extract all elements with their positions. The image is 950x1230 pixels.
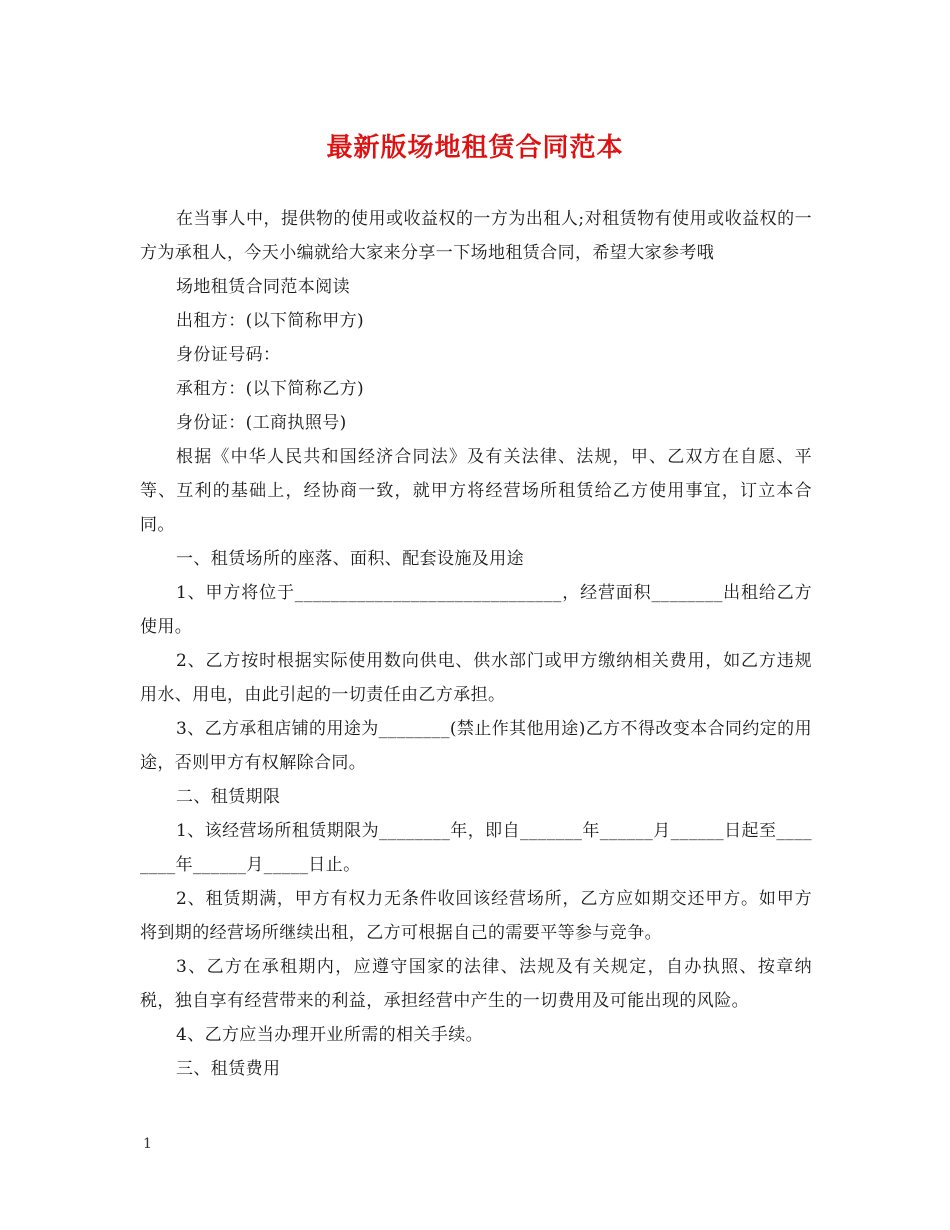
paragraph-intro: 在当事人中，提供物的使用或收益权的一方为出租人;对租赁物有使用或收益权的一方为承租人，今天小编就给大家来分享一下场地租赁合同，希望大家参考哦 — [140, 209, 812, 263]
section-heading-3: 三、租赁费用 — [176, 1059, 281, 1079]
clause-1-1: 1、甲方将位于______________________________，经营面积________出租给乙方使用。 — [140, 583, 812, 637]
document-title: 最新版场地租赁合同范本 — [326, 133, 624, 163]
section-heading-1: 一、租赁场所的座落、面积、配套设施及用途 — [176, 549, 524, 569]
clause-1-2: 2、乙方按时根据实际使用数向供电、供水部门或甲方缴纳相关费用，如乙方违规用水、用电，由此引起的一切责任由乙方承担。 — [140, 651, 812, 705]
paragraph-lessor-id: 身份证号码： — [176, 345, 281, 365]
paragraph-lessee-id: 身份证：(工商执照号) — [176, 413, 347, 433]
paragraph-lessee: 承租方：(以下简称乙方) — [176, 379, 365, 399]
clause-2-4: 4、乙方应当办理开业所需的相关手续。 — [176, 1025, 484, 1045]
page-number: 1 — [143, 1136, 152, 1152]
document-body — [140, 202, 812, 1086]
paragraph-reading: 场地租赁合同范本阅读 — [176, 277, 350, 297]
section-heading-2: 二、租赁期限 — [176, 787, 281, 807]
paragraph-basis: 根据《中华人民共和国经济合同法》及有关法律、法规，甲、乙双方在自愿、平等、互利的基础上，经协商一致，就甲方将经营场所租赁给乙方使用事宜，订立本合同。 — [140, 447, 812, 535]
paragraph-lessor: 出租方：(以下简称甲方) — [176, 311, 365, 331]
clause-1-3: 3、乙方承租店铺的用途为________(禁止作其他用途)乙方不得改变本合同约定的用途，否则甲方有权解除合同。 — [140, 719, 812, 773]
clause-2-2: 2、租赁期满，甲方有权力无条件收回该经营场所，乙方应如期交还甲方。如甲方将到期的经营场所继续出租，乙方可根据自己的需要平等参与竞争。 — [140, 889, 812, 943]
clause-2-1: 1、该经营场所租赁期限为________年，即自_______年______月______日起至________年______月_____日止。 — [140, 821, 812, 875]
clause-2-3: 3、乙方在承租期内，应遵守国家的法律、法规及有关规定，自办执照、按章纳税，独自享有经营带来的利益，承担经营中产生的一切费用及可能出现的风险。 — [140, 957, 812, 1011]
